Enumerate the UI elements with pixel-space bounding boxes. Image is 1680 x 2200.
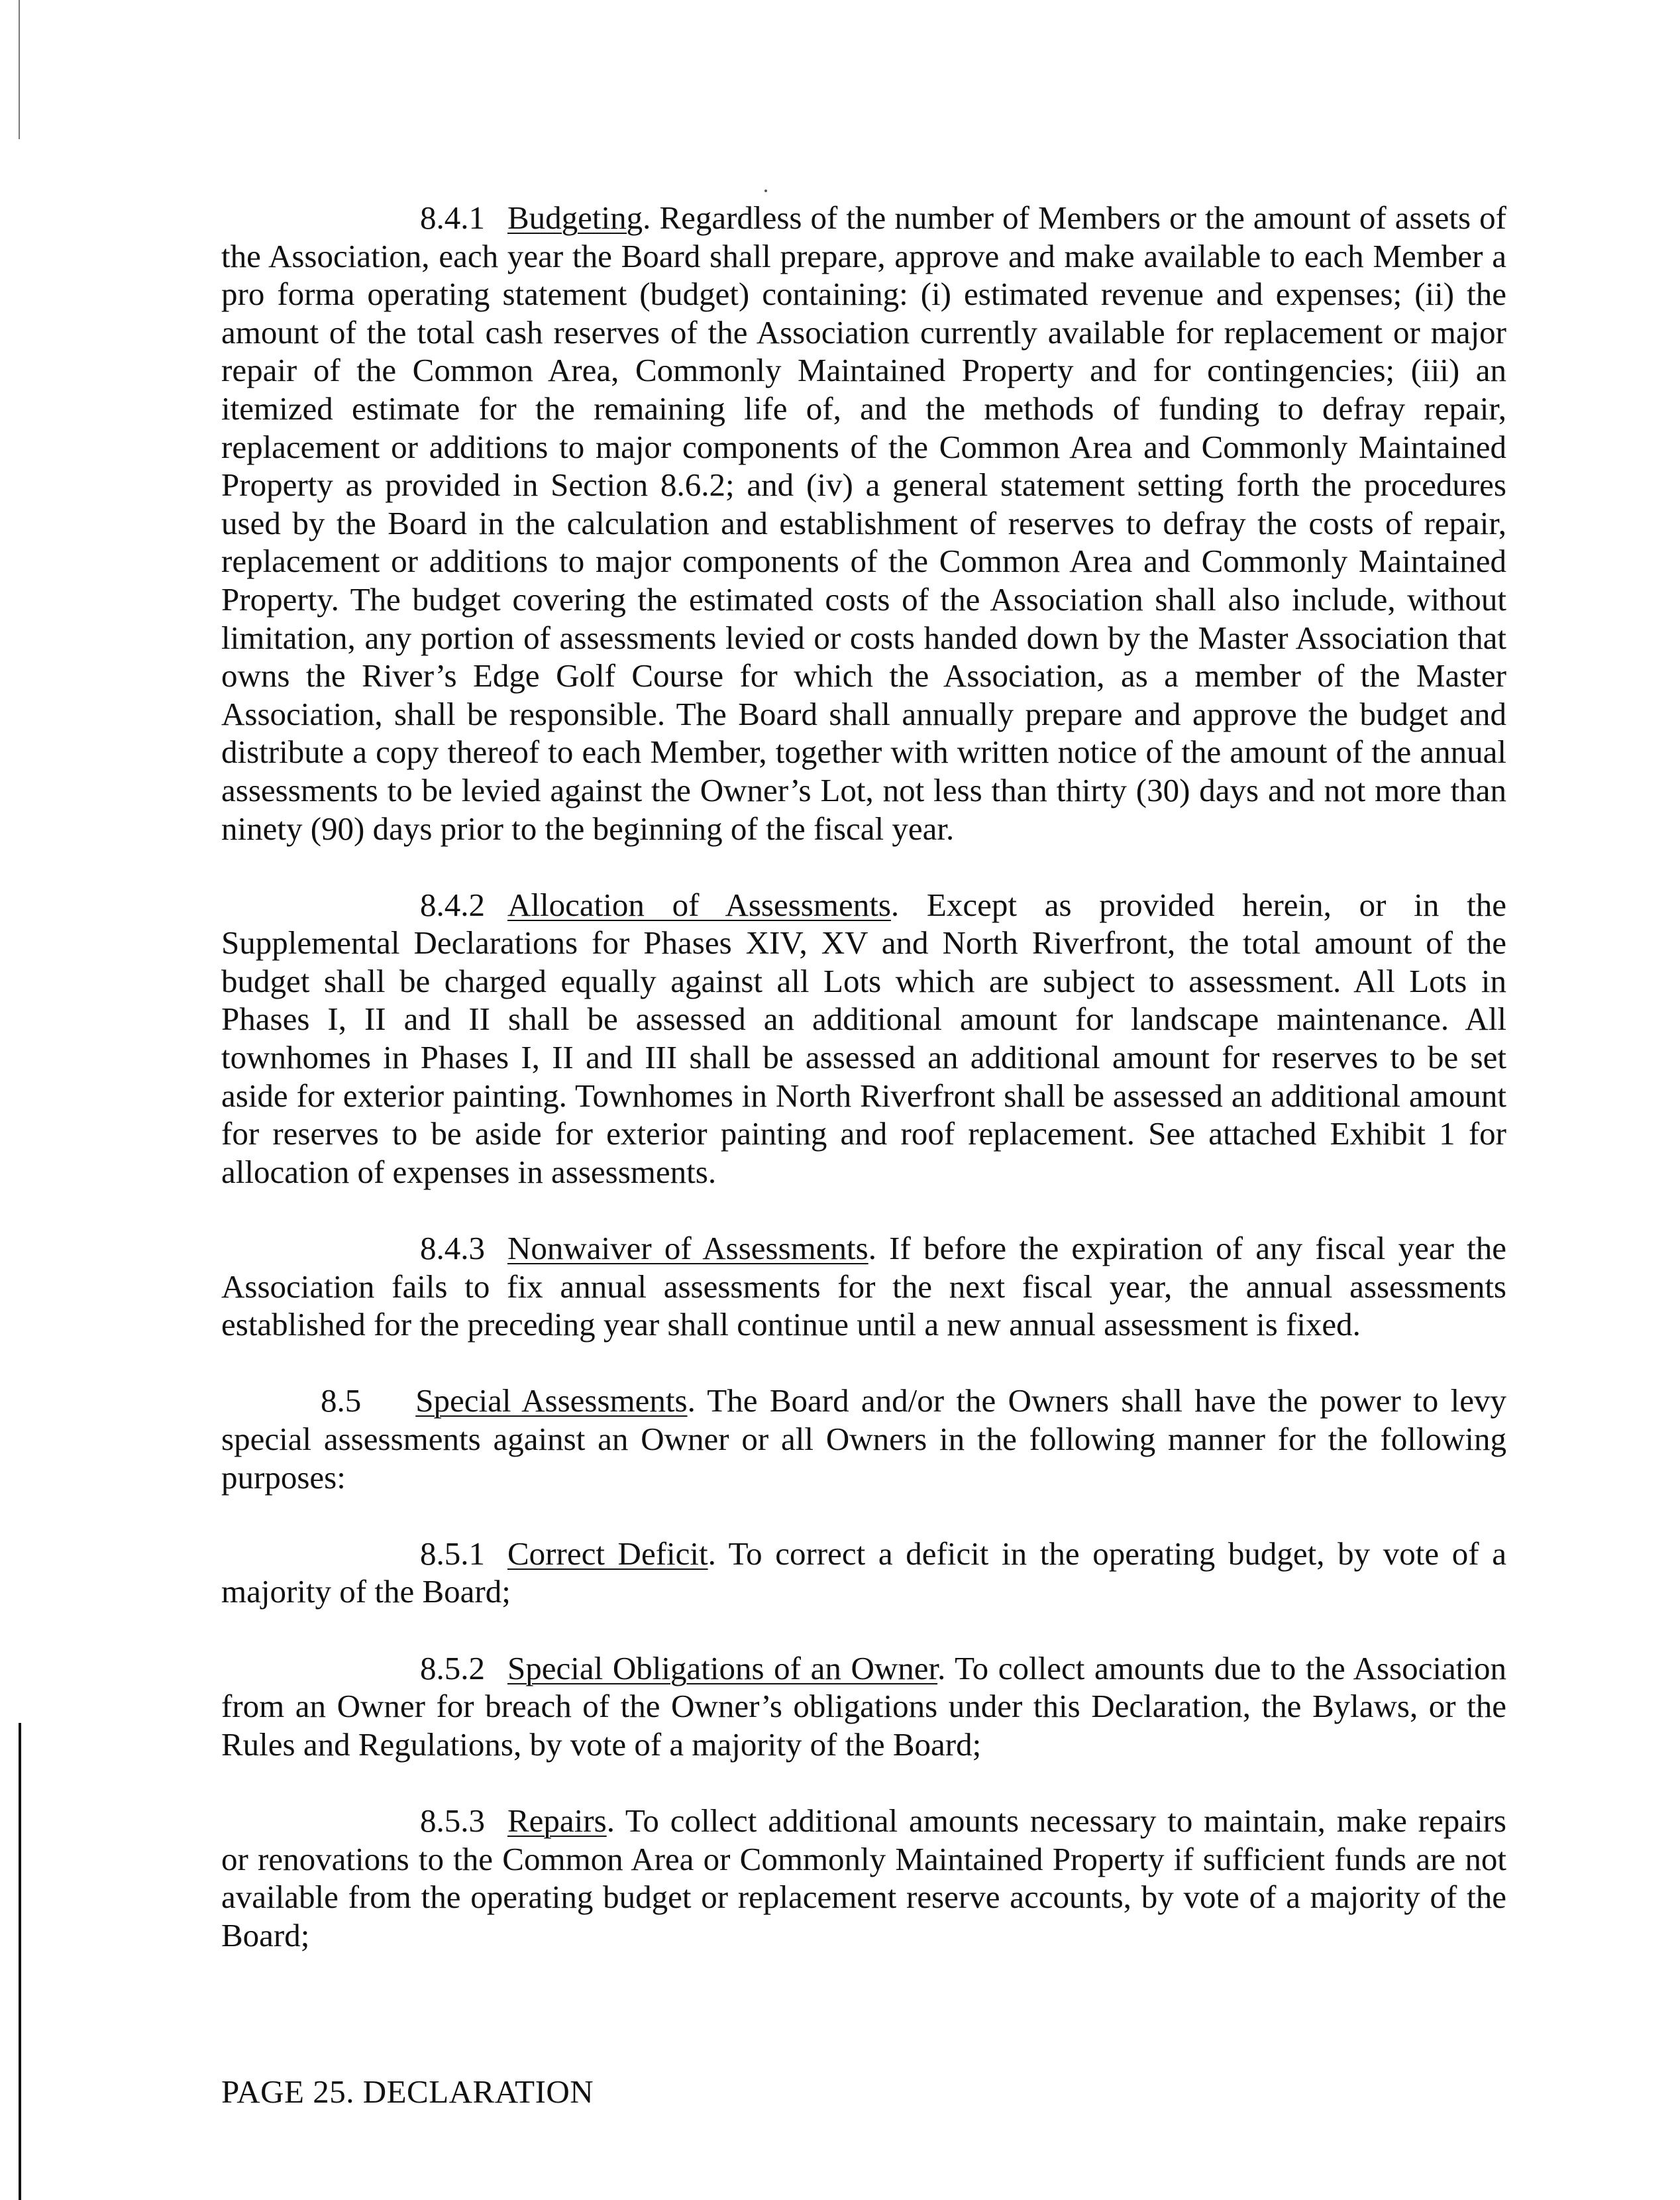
section-text: . If before the expiration of any fiscal year the Association fails to fix annual assessments for the next fiscal year, the annual assessments established for the preceding year shall continue until a new annual assessment is fixed.: [221, 1230, 1506, 1343]
section-8-4-2: [221, 886, 1506, 1191]
section-heading: Special Obligations of an Owner: [507, 1649, 938, 1686]
section-text: . To correct a deficit in the operating budget, by vote of a majority of the Board;: [221, 1535, 1506, 1610]
section-heading: Repairs: [507, 1802, 607, 1839]
scan-margin-line-top: [19, 0, 20, 139]
section-8-4-3: [221, 1229, 1506, 1344]
page-footer: PAGE 25. DECLARATION: [221, 2073, 594, 2110]
section-text: . Regardless of the number of Members or the amount of assets of the Association, each year the Board shall prepare, approve and make available to each Member a pro forma operating statement (budget) containing: (i) estimated revenue and expenses; (ii) the amount of the total cash reserves of the Association currently available for replacement or major repair of the Common Area, Commonly Maintained Property and for contingencies; (iii) an itemized estimate for the remaining life of, and the methods of funding to defray repair, replacement or additions to major components of the Common Area and Commonly Maintained Property as provided in Section 8.6.2; and (iv) a general statement setting forth the procedures used by the Board in the calculation and establishment of reserves to defray the costs of repair, replacement or additions to major components of the Common Area and Commonly Maintained Property. The budget covering the estimated costs of the Association shall also include, without limitation, any portion of assessments levied or costs handed down by the Master Association that owns the River’s Edge Golf Course for which the Association, as a member of the Master Association, shall be responsible. The Board shall annually prepare and approve the budget and distribute a copy thereof to each Member, together with written notice of the amount of the annual assessments to be levied against the Owner’s Lot, not less than thirty (30) days and not more than ninety (90) days prior to the beginning of the fiscal year.: [221, 199, 1506, 847]
section-heading: Budgeting: [507, 199, 643, 236]
section-number: 8.4.3: [420, 1230, 485, 1267]
section-heading: Correct Deficit: [507, 1535, 708, 1572]
section-8-5: [221, 1382, 1506, 1496]
section-8-5-1: [221, 1535, 1506, 1611]
section-number: 8.4.1: [420, 199, 485, 236]
section-heading: Nonwaiver of Assessments: [507, 1230, 868, 1267]
section-number: 8.5.2: [420, 1649, 485, 1686]
section-8-5-3: [221, 1802, 1506, 1954]
section-text: . Except as provided herein, or in the Supplemental Declarations for Phases XIV, XV and North Riverfront, the total amount of the budget shall be charged equally against all Lots which are subject to assessment. All Lots in Phases I, II and II shall be assessed an additional amount for landscape maintenance. All townhomes in Phases I, II and III shall be assessed an additional amount for reserves to be set aside for exterior painting. Townhomes in North Riverfront shall be assessed an additional amount for reserves to be aside for exterior painting and roof replacement. See attached Exhibit 1 for allocation of expenses in assessments.: [221, 886, 1506, 1190]
scan-margin-line-bottom: [19, 1723, 21, 2200]
section-number: 8.5: [321, 1382, 362, 1419]
section-text: . To collect additional amounts necessary to maintain, make repairs or renovations to the Common Area or Commonly Maintained Property if sufficient funds are not available from the operating budget or replacement reserve accounts, by vote of a majority of the Board;: [221, 1802, 1506, 1953]
section-8-4-1: [221, 199, 1506, 848]
section-number: 8.4.2: [420, 886, 485, 923]
section-number: 8.5.1: [420, 1535, 485, 1572]
scan-speck: [764, 190, 767, 192]
section-8-5-2: [221, 1649, 1506, 1764]
document-body: [221, 199, 1506, 1993]
section-number: 8.5.3: [420, 1802, 485, 1839]
section-heading: Allocation of Assessments: [507, 886, 891, 923]
section-text: . To collect amounts due to the Association from an Owner for breach of the Owner’s obligations under this Declaration, the Bylaws, or the Rules and Regulations, by vote of a majority of the Board;: [221, 1649, 1506, 1763]
section-heading: Special Assessments: [415, 1382, 688, 1419]
section-text: . The Board and/or the Owners shall have the power to levy special assessments against an Owner or all Owners in the following manner for the following purposes:: [221, 1382, 1506, 1496]
